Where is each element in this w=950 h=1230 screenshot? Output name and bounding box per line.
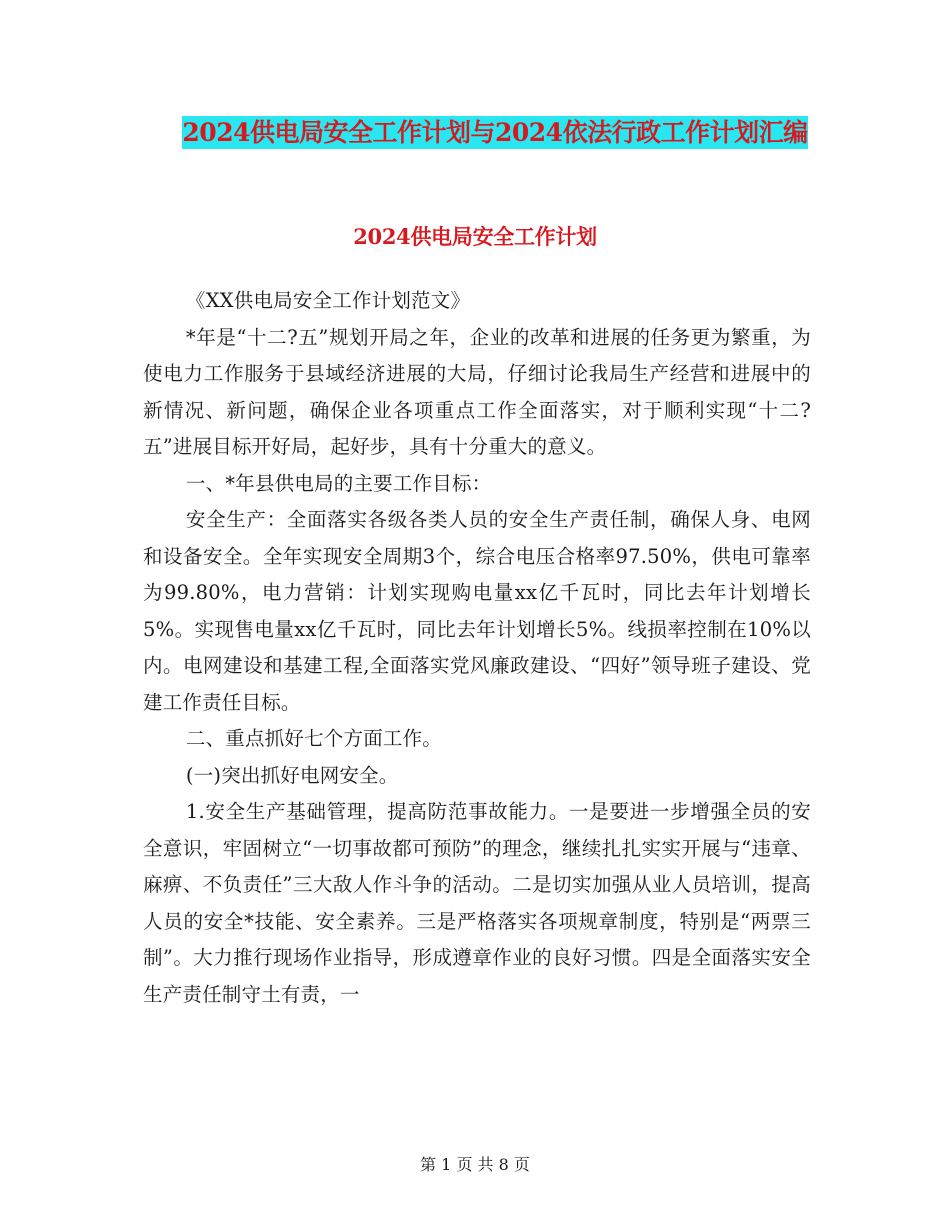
paragraph-subheading-1: (一)突出抓好电网安全。 [185,763,399,787]
paragraph-heading-2: 二、重点抓好七个方面工作。 [185,727,442,750]
paragraph-item-1: 1.安全生产基础管理，提高防范事故能力。一是要进一步增强全员的安全意识，牢固树立“一切事故都可预防”的理念，继续扎扎实实开展与“违章、麻痹、不负责任”三大敌人作斗争的活动。二是切实加强从业人员培训，提高人员的安全*技能、安全素养。三是严格落实各项规章制度，特别是“两票三制”。大力推行现场作业指导，形成遵章作业的良好习惯。四是全面落实安全生产责任制守土有责，一 [143,800,811,1006]
title-highlight: 2024供电局安全工作计划与2024依法行政工作计划汇编 [182,118,808,147]
paragraph-safety-goals: 安全生产：全面落实各级各类人员的安全生产责任制，确保人身、电网和设备安全。全年实现安全周期3个，综合电压合格率97.50%，供电可靠率为99.80%，电力营销：计划实现购电量xx亿千瓦时，同比去年计划增长5%。实现售电量xx亿千瓦时，同比去年计划增长5%。线损率控制在10%以内。电网建设和基建工程,全面落实党风廉政建设、“四好”领导班子建设、党建工作责任目标。 [143,508,811,714]
page-footer: 第 1 页 共 8 页 [420,1155,530,1174]
section-title: 2024供电局安全工作计划 [353,224,597,249]
paragraph-subtitle: 《XX供电局安全工作计划范文》 [185,289,471,312]
document-title [140,108,850,158]
paragraph-heading-1: 一、*年县供电局的主要工作目标： [185,471,492,495]
paragraph-intro: *年是“十二?五”规划开局之年，企业的改革和进展的任务更为繁重，为使电力工作服务于县域经济进展的大局，仔细讨论我局生产经营和进展中的新情况、新问题，确保企业各项重点工作全面落实，对于顺利实现“十二?五”进展目标开好局，起好步，具有十分重大的意义。 [143,325,811,458]
document-body [143,283,811,1013]
